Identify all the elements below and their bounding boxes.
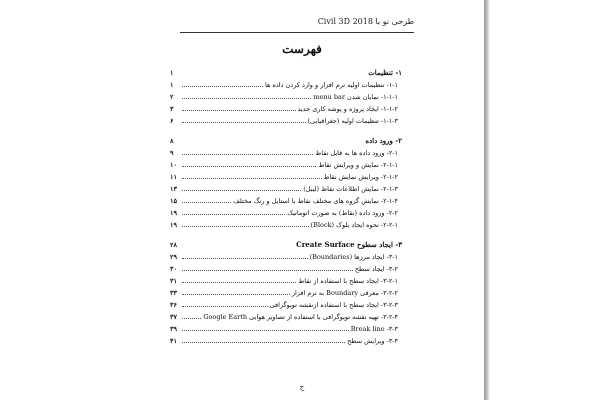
toc-entry-title: ۲-۲-۱- نحوه ایجاد بلوک (Block) <box>310 221 398 229</box>
toc-entry[interactable] <box>170 114 402 126</box>
dot-leader <box>182 310 201 319</box>
page-title: فهرست <box>282 42 322 56</box>
toc-page-number: ۳۰ <box>170 265 177 273</box>
toc-entry-title: ۳-۲-۲- معرفی Boundary به نرم افزار <box>291 289 398 297</box>
toc-section[interactable] <box>170 134 402 146</box>
toc-entry[interactable] <box>170 170 402 182</box>
dot-leader <box>182 134 363 143</box>
toc-section[interactable] <box>170 66 402 78</box>
toc-entry-title: ۳-۲-۴- تهیه نقشه توپوگرافی با استفاده از تصاویر هوایی Google Earth <box>203 313 398 321</box>
toc-entry-title: ۲-۱- ورود داده ها به فایل نقاط <box>315 149 398 157</box>
toc-section-title: ۱- تنظیمات <box>368 68 402 77</box>
toc-page-number: ۲۸ <box>170 241 177 249</box>
table-of-contents <box>170 66 402 346</box>
toc-page-number: ۶ <box>170 117 174 125</box>
toc-page-number: ۳۷ <box>170 313 177 321</box>
dot-leader <box>182 170 322 179</box>
page-edge-shadow <box>484 0 490 400</box>
toc-page-number: ۳۳ <box>170 289 177 297</box>
dot-leader <box>182 66 366 75</box>
toc-entry[interactable] <box>170 298 402 310</box>
toc-page-number: ۱ <box>170 69 174 77</box>
toc-entry[interactable] <box>170 90 402 102</box>
dot-leader <box>182 102 296 111</box>
toc-page-number: ۳۱ <box>170 277 177 285</box>
toc-entry-title: ۳-۲-۱- ایجاد سطح با استفاده از نقاط <box>298 277 398 285</box>
toc-section-title: ۳- ایجاد سطوح Create Surface <box>296 240 402 249</box>
dot-leader <box>182 274 296 283</box>
toc-entry-title: ۳-۲- ایجاد سطح <box>354 265 398 273</box>
toc-entry[interactable] <box>170 322 402 334</box>
dot-leader <box>182 238 294 247</box>
toc-entry-title: ۱-۱-۱- نمایان شدن menu bar <box>313 93 398 101</box>
toc-page-number: ۳۶ <box>170 301 177 309</box>
toc-page-number: ۱۰ <box>170 161 177 169</box>
dot-leader <box>182 218 309 227</box>
section-spacer <box>170 126 402 134</box>
toc-page-number: ۳۹ <box>170 325 177 333</box>
toc-entry-title: ۳-۱- ایجاد مرزها (Boundaries) <box>309 253 398 261</box>
dot-leader <box>182 194 231 203</box>
dot-leader <box>182 250 308 259</box>
toc-entry[interactable] <box>170 274 402 286</box>
toc-entry[interactable] <box>170 146 402 158</box>
toc-entry-title: ۱-۱- تنظیمات اولیه نرم افزار و وارد کردن داده ها <box>264 81 398 89</box>
dot-leader <box>182 322 349 331</box>
toc-entry[interactable] <box>170 206 402 218</box>
toc-entry[interactable] <box>170 250 402 262</box>
page-number-footer: ج <box>299 383 305 391</box>
toc-entry[interactable] <box>170 102 402 114</box>
dot-leader <box>182 90 311 99</box>
toc-section-title: ۲- ورود داده <box>365 136 402 145</box>
toc-page-number: ۳ <box>170 105 174 113</box>
toc-entry-title: ۲-۱-۴- نمایش گروه های مختلف نقاط با استایل و رنگ مختلف <box>233 197 398 205</box>
toc-entry-title: ۲-۱-۳- نمایش اطلاعات نقاط (لیبل) <box>303 185 398 193</box>
dot-leader <box>182 182 301 191</box>
toc-entry[interactable] <box>170 194 402 206</box>
toc-page-number: ۲۹ <box>170 253 177 261</box>
toc-page-number: ۱۹ <box>170 209 177 217</box>
section-spacer <box>170 230 402 238</box>
toc-entry-title: ۲-۲- ورود داده (نقاط) به صورت اتوماتیک <box>287 209 398 217</box>
toc-page-number: ۱۵ <box>170 197 177 205</box>
dot-leader <box>182 158 316 167</box>
dot-leader <box>182 334 345 343</box>
toc-entry-title: ۳-۲-۳- ایجاد سطح با استفاده ازنقشه توپوگرافی <box>269 301 398 309</box>
toc-entry[interactable] <box>170 158 402 170</box>
toc-page-number: ۴۱ <box>170 337 177 345</box>
dot-leader <box>182 206 285 215</box>
toc-section[interactable] <box>170 238 402 250</box>
toc-entry[interactable] <box>170 218 402 230</box>
dot-leader <box>182 262 353 271</box>
toc-page-number: ۸ <box>170 137 174 145</box>
toc-entry-title: ۱-۱-۳- تنظیمات اولیه (جغرافیایی) <box>307 117 398 125</box>
dot-leader <box>182 146 313 155</box>
dot-leader <box>182 78 263 87</box>
dot-leader <box>182 114 306 123</box>
toc-page-number: ۲ <box>170 93 174 101</box>
toc-entry[interactable] <box>170 78 402 90</box>
toc-page-number: ۱۱ <box>170 173 177 181</box>
toc-entry-title: ۳-۴- ویرایش سطح <box>347 337 398 345</box>
dot-leader <box>182 298 268 307</box>
toc-page-number: ۱۹ <box>170 221 177 229</box>
toc-entry[interactable] <box>170 334 402 346</box>
toc-entry[interactable] <box>170 182 402 194</box>
toc-page-number: ۱۳ <box>170 185 177 193</box>
toc-entry-title: ۳-۳- Break line <box>350 325 398 333</box>
document-page <box>120 0 484 400</box>
toc-entry[interactable] <box>170 262 402 274</box>
toc-entry-title: ۲-۱-۱- نمایش و ویرایش نقاط <box>318 161 398 169</box>
dot-leader <box>182 286 290 295</box>
toc-entry[interactable] <box>170 310 402 322</box>
toc-entry[interactable] <box>170 286 402 298</box>
running-header: طرحی نو با Civil 3D 2018 <box>180 16 414 33</box>
toc-entry-title: ۲-۱-۲- ویرایش نمایش نقاط <box>323 173 398 181</box>
toc-page-number: ۱ <box>170 81 174 89</box>
toc-page-number: ۹ <box>170 149 174 157</box>
toc-entry-title: ۱-۱-۲- ایجاد پروژه و پوشه کاری جدید <box>297 105 398 113</box>
